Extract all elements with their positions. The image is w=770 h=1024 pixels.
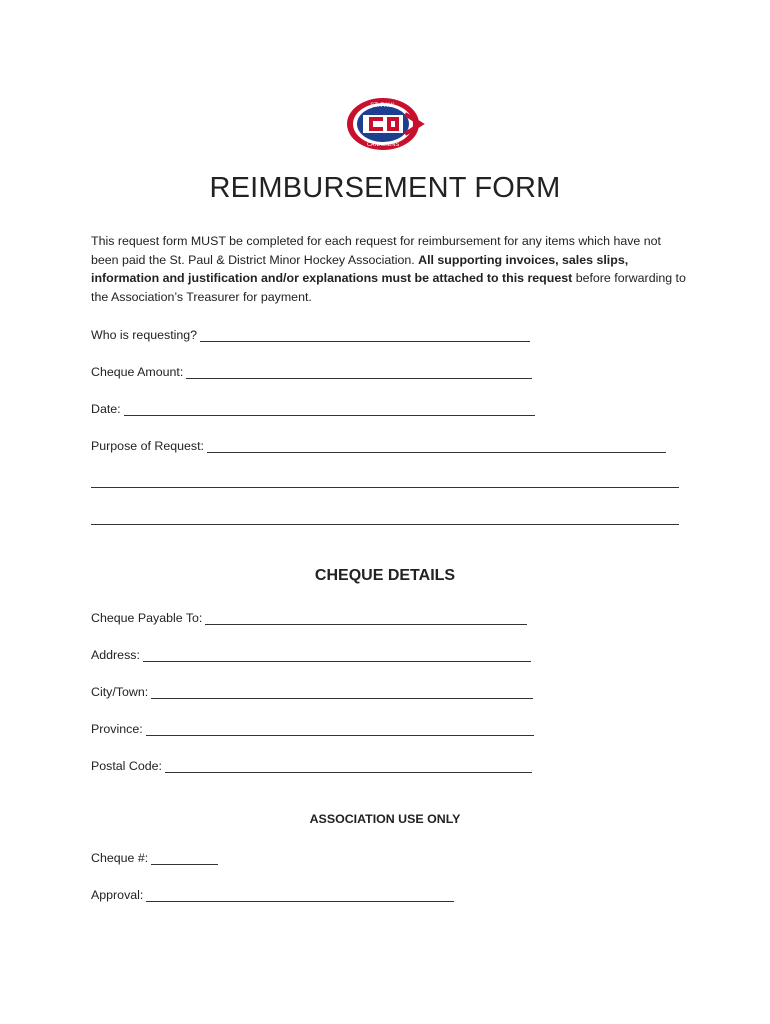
city-label: City/Town: xyxy=(91,685,149,699)
date-line[interactable] xyxy=(124,402,535,416)
province-field xyxy=(91,718,534,736)
purpose-field xyxy=(91,435,666,453)
address-line[interactable] xyxy=(143,648,531,662)
city-field xyxy=(91,681,533,699)
payable-to-label: Cheque Payable To: xyxy=(91,611,203,625)
province-label: Province: xyxy=(91,722,143,736)
logo-top-text: ST. PAUL xyxy=(370,103,396,109)
logo-bottom-text: CANADIENS xyxy=(366,142,400,148)
purpose-line[interactable] xyxy=(207,439,666,453)
cheque-number-field xyxy=(91,847,218,865)
form-title: REIMBURSEMENT FORM xyxy=(209,172,561,204)
payable-to-line[interactable] xyxy=(205,611,527,625)
cheque-amount-line[interactable] xyxy=(186,365,532,379)
payable-to-field xyxy=(91,607,527,625)
who-requesting-field xyxy=(91,324,530,342)
province-line[interactable] xyxy=(146,722,534,736)
cheque-amount-field xyxy=(91,361,532,379)
intro-text-1: This request form MUST be completed for each request for reimbursement for any items which have not been paid the St. Paul & District Minor Hockey Association. xyxy=(91,234,661,267)
date-label: Date: xyxy=(91,402,121,416)
postal-field xyxy=(91,755,532,773)
purpose-line-3[interactable] xyxy=(91,524,679,525)
city-line[interactable] xyxy=(151,685,533,699)
postal-line[interactable] xyxy=(165,759,532,773)
approval-label: Approval: xyxy=(91,888,144,902)
address-label: Address: xyxy=(91,648,140,662)
cheque-number-line[interactable] xyxy=(151,851,218,865)
intro-text-2: before forwarding to the Association’s Treasurer for payment. xyxy=(91,271,686,304)
purpose-label: Purpose of Request: xyxy=(91,439,204,453)
purpose-line-2[interactable] xyxy=(91,487,679,488)
approval-field xyxy=(91,884,454,902)
who-requesting-label: Who is requesting? xyxy=(91,328,198,342)
cheque-number-label: Cheque #: xyxy=(91,851,149,865)
who-requesting-line[interactable] xyxy=(200,328,530,342)
address-field xyxy=(91,644,531,662)
intro-bold-text: All supporting invoices, sales slips, information and justification and/or explanations must be attached to this request xyxy=(91,252,629,286)
cheque-details-heading: CHEQUE DETAILS xyxy=(314,567,456,584)
date-field xyxy=(91,398,535,416)
club-crest-logo xyxy=(345,96,425,152)
cheque-amount-label: Cheque Amount: xyxy=(91,365,184,379)
postal-label: Postal Code: xyxy=(91,759,162,773)
association-heading: ASSOCIATION USE ONLY xyxy=(309,812,461,826)
approval-line[interactable] xyxy=(146,888,454,902)
intro-paragraph xyxy=(91,232,691,306)
